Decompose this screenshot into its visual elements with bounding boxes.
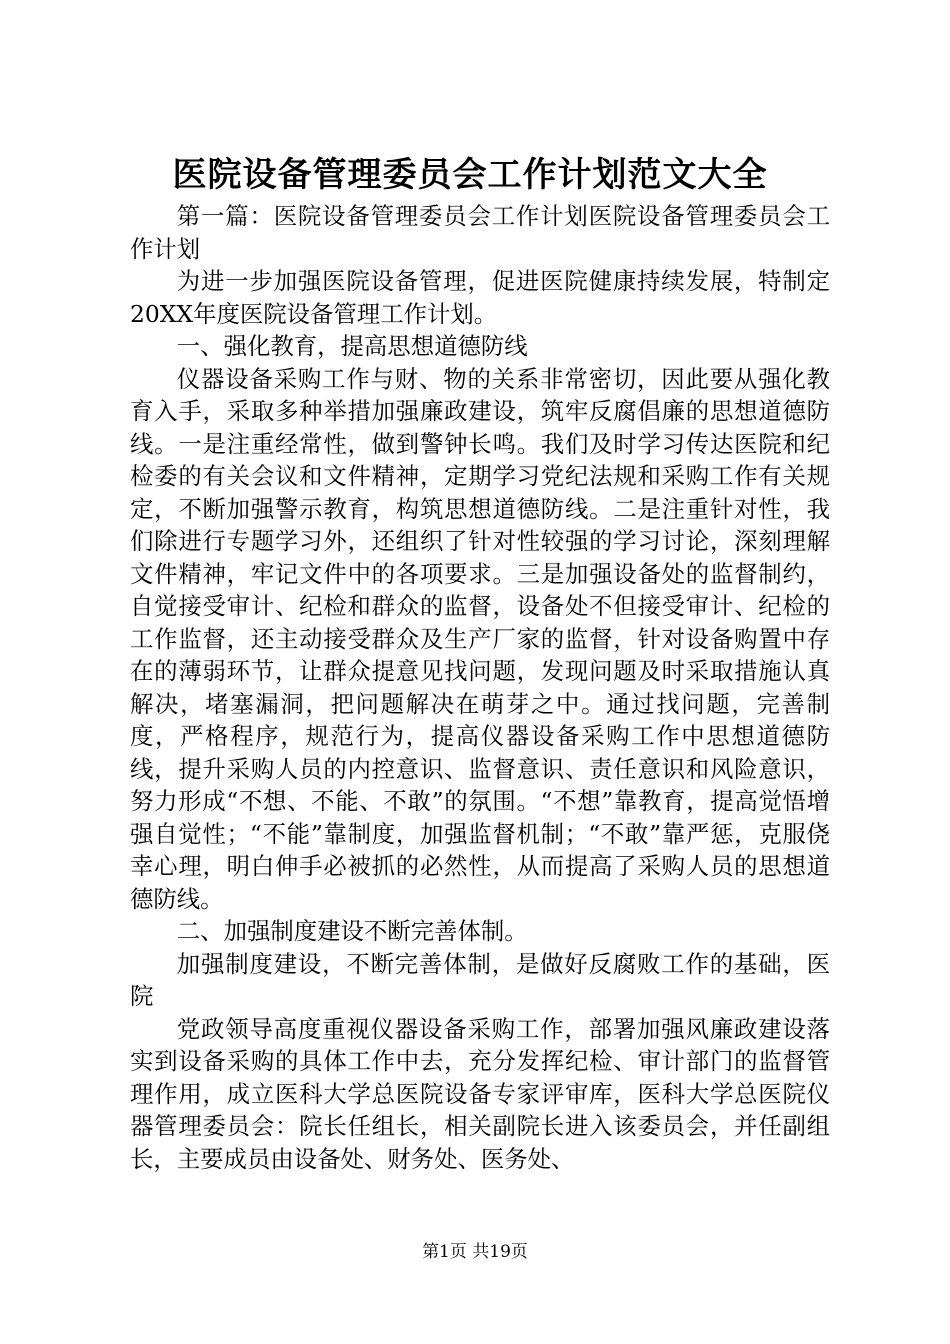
document-page (130, 150, 830, 1175)
paragraph: 仪器设备采购工作与财、物的关系非常密切，因此要从强化教育入手，采取多种举措加强廉政建设，筑牢反腐倡廉的思想道德防线。一是注重经常性，做到警钟长鸣。我们及时学习传达医院和纪检委的有关会议和文件精神，定期学习党纪法规和采购工作有关规定，不断加强警示教育，构筑思想道德防线。二是注重针对性，我们除进行专题学习外，还组织了针对性较强的学习讨论，深刻理解文件精神，牢记文件中的各项要求。三是加强设备处的监督制约，自觉接受审计、纪检和群众的监督，设备处不但接受审计、纪检的工作监督，还主动接受群众及生产厂家的监督，针对设备购置中存在的薄弱环节，让群众提意见找问题，发现问题及时采取措施认真解决，堵塞漏洞，把问题解决在萌芽之中。通过找问题，完善制度，严格程序，规范行为，提高仪器设备采购工作中思想道德防线，提升采购人员的内控意识、监督意识、责任意识和风险意识，努力形成“不想、不能、不敢”的氛围。“不想”靠教育，提高觉悟增强自觉性；“不能”靠制度，加强监督机制；“不敢”靠严惩，克服侥幸心理，明白伸手必被抓的必然性，从而提高了采购人员的思想道德防线。 (130, 364, 830, 913)
document-title: 医院设备管理委员会工作计划范文大全 (172, 155, 768, 195)
paragraph: 为进一步加强医院设备管理，促进医院健康持续发展，特制定20XX年度医院设备管理工作计划。 (130, 267, 830, 328)
paragraph: 第一篇：医院设备管理委员会工作计划医院设备管理委员会工作计划 (130, 202, 830, 263)
section-heading: 二、加强制度建设不断完善体制。 (176, 917, 528, 945)
paragraph: 加强制度建设，不断完善体制，是做好反腐败工作的基础，医院 (130, 949, 830, 1010)
document-body (130, 200, 830, 1175)
page-footer: 第1页 共19页 (422, 1242, 528, 1262)
paragraph: 党政领导高度重视仪器设备采购工作，部署加强风廉政建设落实到设备采购的具体工作中去，充分发挥纪检、审计部门的监督管理作用，成立医科大学总医院设备专家评审库，医科大学总医院仪器管理委员会：院长任组长，相关副院长进入该委员会，并任副组长，主要成员由设备处、财务处、医务处、 (130, 1014, 830, 1173)
section-heading: 一、强化教育，提高思想道德防线 (176, 332, 528, 360)
